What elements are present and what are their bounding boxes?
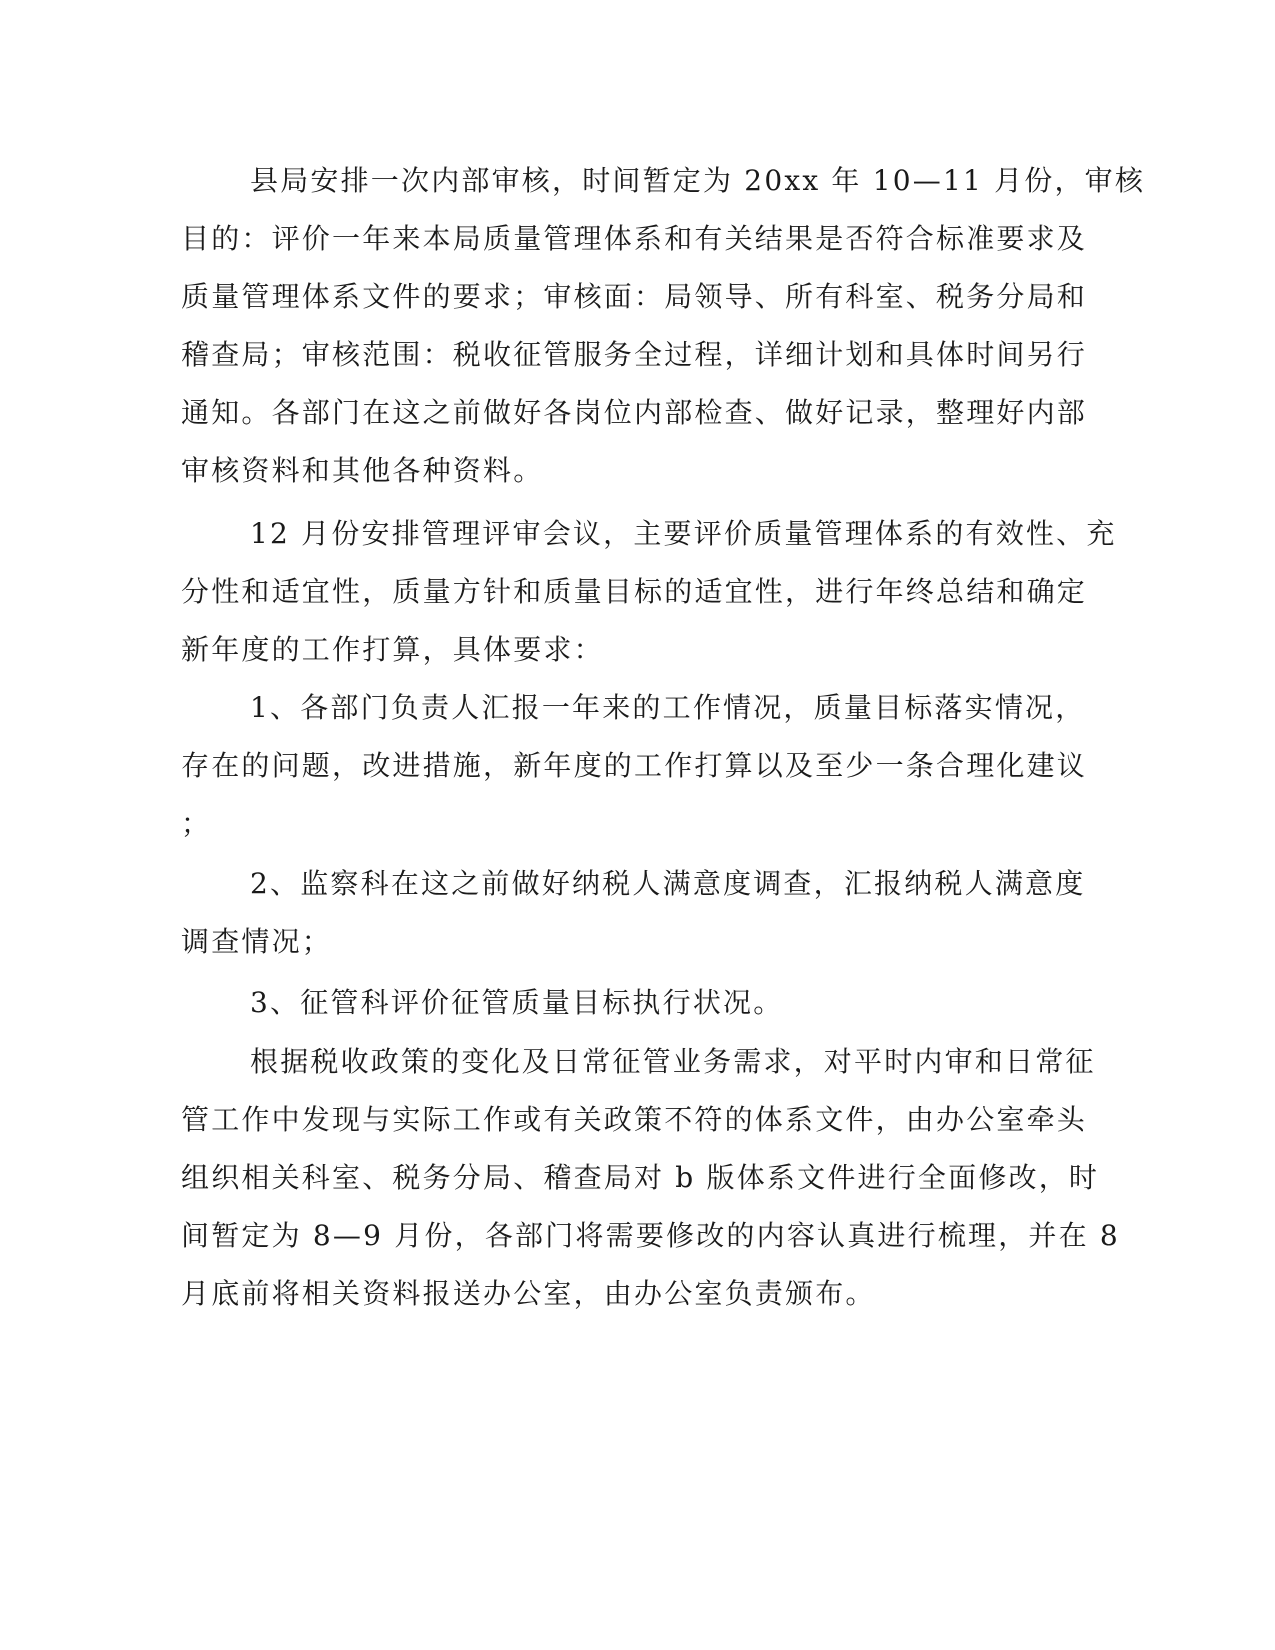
para1-line6: 审核资料和其他各种资料。 [181,454,544,487]
item1-line3: ； [181,807,212,840]
para1-line4: 稽查局；审核范围：税收征管服务全过程，详细计划和具体时间另行 [181,338,1088,371]
para3-line3: 组织相关科室、税务分局、稽查局对 b 版体系文件进行全面修改，时 [181,1161,1100,1194]
para3-line1: 根据税收政策的变化及日常征管业务需求，对平时内审和日常征 [250,1045,1096,1078]
para3-line4: 间暂定为 8—9 月份，各部门将需要修改的内容认真进行梳理，并在 8 [181,1219,1120,1252]
item1-line2: 存在的问题，改进措施，新年度的工作打算以及至少一条合理化建议 [181,749,1088,782]
para2-line1: 12 月份安排管理评审会议，主要评价质量管理体系的有效性、充 [250,517,1117,550]
para1-line3: 质量管理体系文件的要求；审核面：局领导、所有科室、税务分局和 [181,280,1088,313]
para2-line2: 分性和适宜性，质量方针和质量目标的适宜性，进行年终总结和确定 [181,575,1088,608]
item1-line1: 1、各部门负责人汇报一年来的工作情况，质量目标落实情况， [250,691,1086,724]
para2-line3: 新年度的工作打算，具体要求： [181,633,604,666]
item3-line1: 3、征管科评价征管质量目标执行状况。 [250,986,784,1019]
para3-line5: 月底前将相关资料报送办公室，由办公室负责颁布。 [181,1277,876,1310]
item2-line2: 调查情况； [181,925,333,958]
para3-line2: 管工作中发现与实际工作或有关政策不符的体系文件，由办公室牵头 [181,1103,1088,1136]
para1-line2: 目的：评价一年来本局质量管理体系和有关结果是否符合标准要求及 [181,222,1088,255]
item2-line1: 2、监察科在这之前做好纳税人满意度调查，汇报纳税人满意度 [250,867,1086,900]
para1-line5: 通知。各部门在这之前做好各岗位内部检查、做好记录，整理好内部 [181,396,1088,429]
para1-line1: 县局安排一次内部审核，时间暂定为 20xx 年 10—11 月份，审核 [250,164,1146,197]
